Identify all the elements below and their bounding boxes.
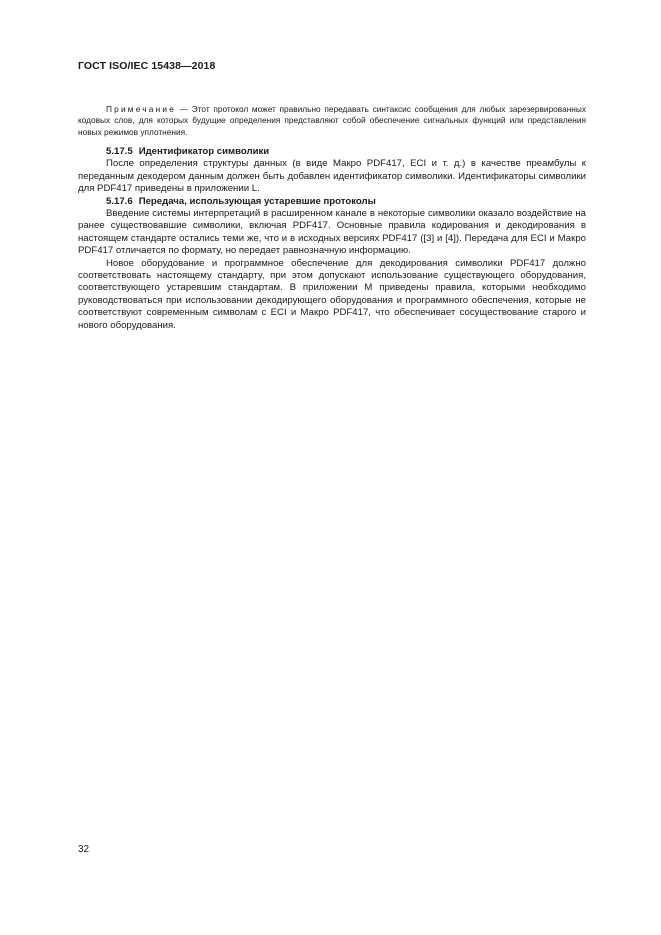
- section-title: Идентификатор символики: [138, 145, 270, 157]
- document-body: [78, 104, 586, 332]
- section-heading-5-17-5: [78, 146, 586, 158]
- section-title: Передача, использующая устаревшие протоколы: [138, 195, 376, 207]
- body-paragraph: Новое оборудование и программное обеспечение для декодирования символики PDF417 должно соответствовать настоящему стандарту, при этом допускают использование существующего оборудования, соответствующего устаревшим стандартам. В приложении М приведены правила, которыми необходимо руководствоваться при использовании декодирующего оборудования и программного обеспечения, которые не соответствуют современным символам с ECI и Макро PDF417, что обеспечивает сосуществование старого и нового оборудования.: [78, 257, 586, 331]
- note-text: — Этот протокол может правильно передавать синтаксис сообщения для любых зарезервированных кодовых слов, для которых будущие определения представляют собой обеспечение сигнальных функций или представления новых режимов уплотнения.: [78, 104, 586, 137]
- body-paragraph: Введение системы интерпретаций в расширенном канале в некоторые символики оказало воздействие на ранее существовавшие символики, включая PDF417. Основные правила кодирования и декодирования в настоящем стандарте остались теми же, что и в исходных версиях PDF417 ([3] и [4]). Передача для ECI и Макро PDF417 отличается по формату, но передает равнозначную информацию.: [78, 207, 586, 257]
- note-paragraph: [78, 104, 586, 138]
- document-header: ГОСТ ISO/IEC 15438—2018: [78, 60, 216, 72]
- page-number: 32: [78, 844, 90, 855]
- section-number: 5.17.5: [106, 145, 133, 157]
- note-label: Примечание: [106, 104, 177, 114]
- section-number: 5.17.6: [106, 195, 133, 207]
- body-paragraph: После определения структуры данных (в виде Макро PDF417, ECI и т. д.) в качестве преамбулы к переданным декодером данным должен быть добавлен идентификатор символики. Идентификаторы символики для PDF417 приведены в приложении L.: [78, 158, 586, 195]
- section-heading-5-17-6: [78, 196, 586, 208]
